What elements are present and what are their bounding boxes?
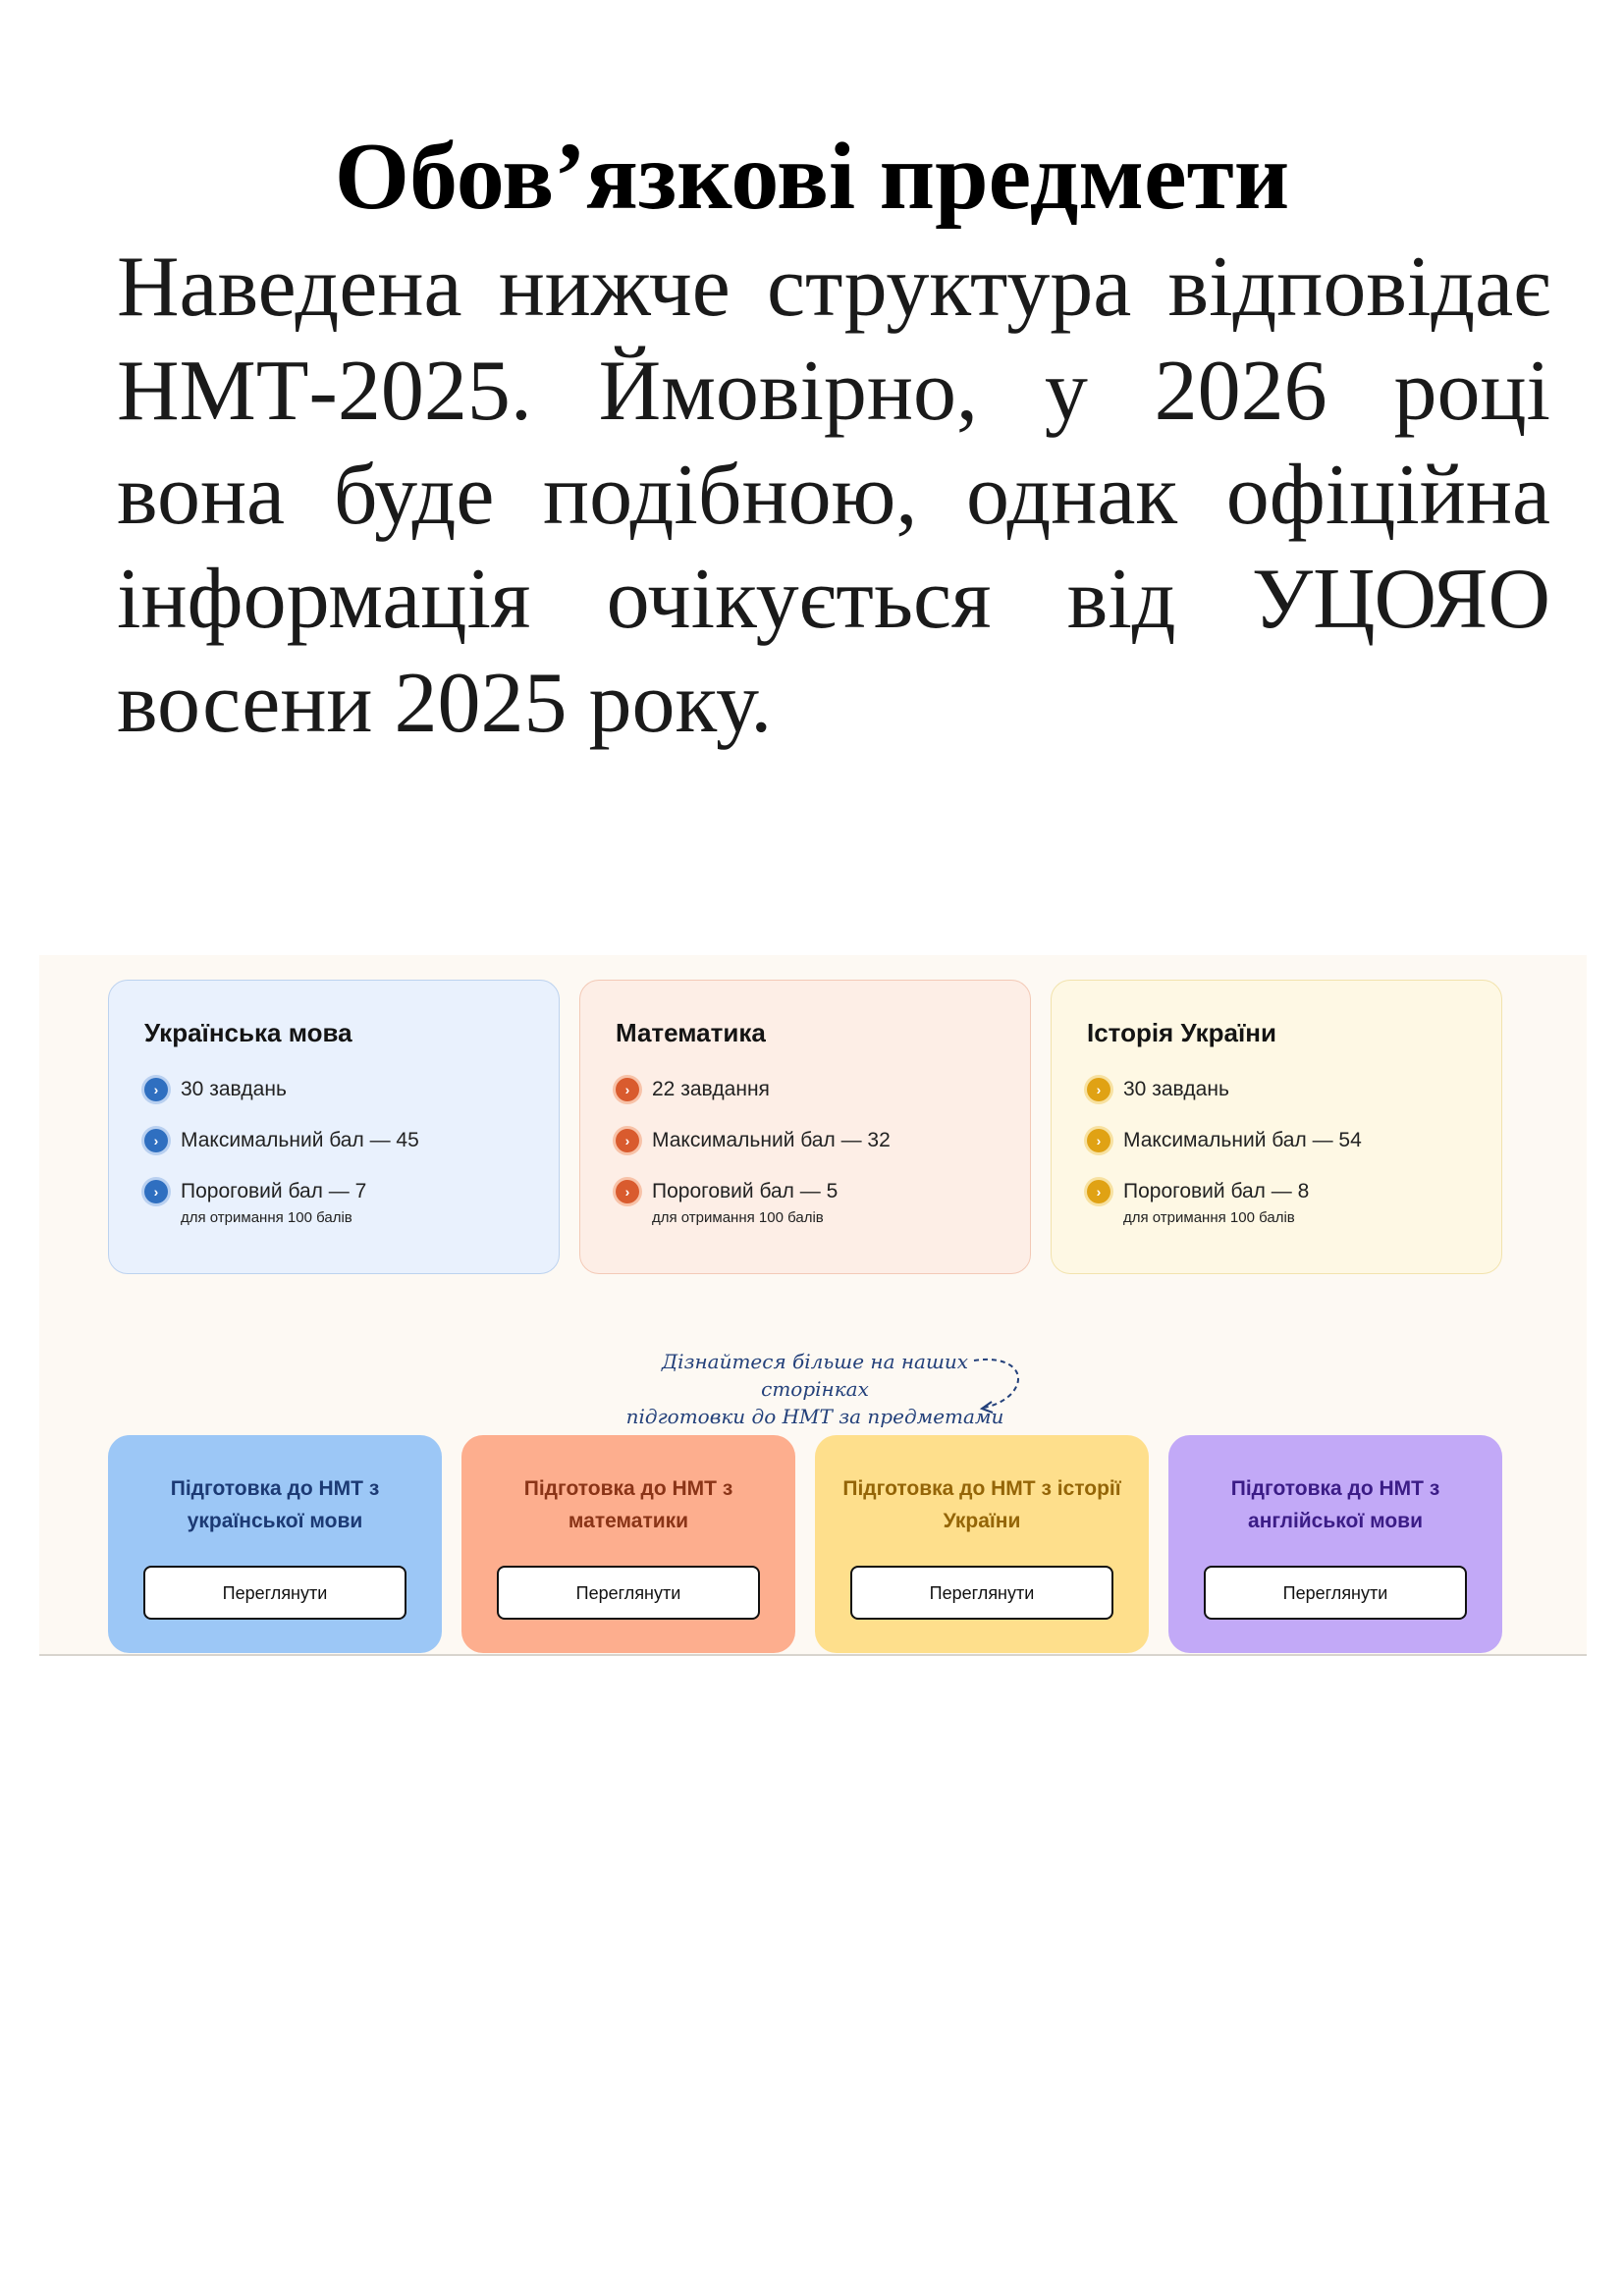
threshold-text: Пороговий бал — 5 (652, 1180, 839, 1202)
document-paragraph: Наведена нижче структура відповідає НМТ-2025. Ймовірно, у 2026 році вона буде подібною, однак офіційна інформація очікується від УЦОЯО восени 2025 року. (117, 240, 1550, 751)
prep-pages-note (619, 1348, 1011, 1430)
max-score-text: Максимальний бал — 45 (181, 1129, 419, 1151)
threshold-note: для отримання 100 балів (1123, 1209, 1295, 1226)
max-score-row (616, 1115, 995, 1166)
tasks-text: 30 завдань (181, 1078, 287, 1100)
chevron-right-icon: › (616, 1078, 639, 1101)
note-line-2: підготовки до НМТ за предметами (625, 1405, 1004, 1428)
tasks-text: 30 завдань (1123, 1078, 1229, 1100)
note-line-1: Дізнайтеся більше на наших сторінках (661, 1350, 969, 1401)
prep-card-english[interactable] (1168, 1435, 1502, 1653)
tasks-row (1087, 1064, 1466, 1115)
prep-card-title: Підготовка до НМТ з української мови (170, 1477, 380, 1532)
threshold-note: для отримання 100 балів (652, 1209, 824, 1226)
chevron-right-icon: › (1087, 1180, 1110, 1203)
threshold-note: для отримання 100 балів (181, 1209, 352, 1226)
max-score-text: Максимальний бал — 32 (652, 1129, 891, 1151)
document-title: Обов’язкові предмети (334, 124, 1290, 230)
view-button[interactable]: Переглянути (497, 1566, 760, 1620)
prep-card-history[interactable] (815, 1435, 1149, 1653)
tasks-row (616, 1064, 995, 1115)
tasks-text: 22 завдання (652, 1078, 770, 1100)
chevron-right-icon: › (616, 1129, 639, 1152)
chevron-right-icon: › (616, 1180, 639, 1203)
prep-card-ukrainian[interactable] (108, 1435, 442, 1653)
max-score-row (1087, 1115, 1466, 1166)
subject-title: Історія України (1087, 1018, 1276, 1047)
prep-card-title: Підготовка до НМТ з історії України (842, 1477, 1121, 1532)
subjects-screenshot (39, 955, 1587, 1656)
subject-card-math (579, 980, 1031, 1274)
chevron-right-icon: › (144, 1129, 168, 1152)
tasks-row (144, 1064, 523, 1115)
dashed-arrow-icon (972, 1353, 1031, 1421)
view-button[interactable]: Переглянути (850, 1566, 1113, 1620)
view-button[interactable]: Переглянути (143, 1566, 406, 1620)
view-button[interactable]: Переглянути (1204, 1566, 1467, 1620)
prep-card-title: Підготовка до НМТ з математики (523, 1477, 733, 1532)
subject-card-ukrainian (108, 980, 560, 1274)
threshold-text: Пороговий бал — 7 (181, 1180, 367, 1202)
chevron-right-icon: › (1087, 1129, 1110, 1152)
prep-card-math[interactable] (461, 1435, 795, 1653)
subject-card-history (1051, 980, 1502, 1274)
subject-title: Математика (616, 1018, 766, 1047)
chevron-right-icon: › (144, 1180, 168, 1203)
max-score-row (144, 1115, 523, 1166)
chevron-right-icon: › (1087, 1078, 1110, 1101)
prep-card-title: Підготовка до НМТ з англійської мови (1230, 1477, 1440, 1532)
threshold-text: Пороговий бал — 8 (1123, 1180, 1310, 1202)
max-score-text: Максимальний бал — 54 (1123, 1129, 1362, 1151)
chevron-right-icon: › (144, 1078, 168, 1101)
subject-title: Українська мова (144, 1018, 352, 1047)
